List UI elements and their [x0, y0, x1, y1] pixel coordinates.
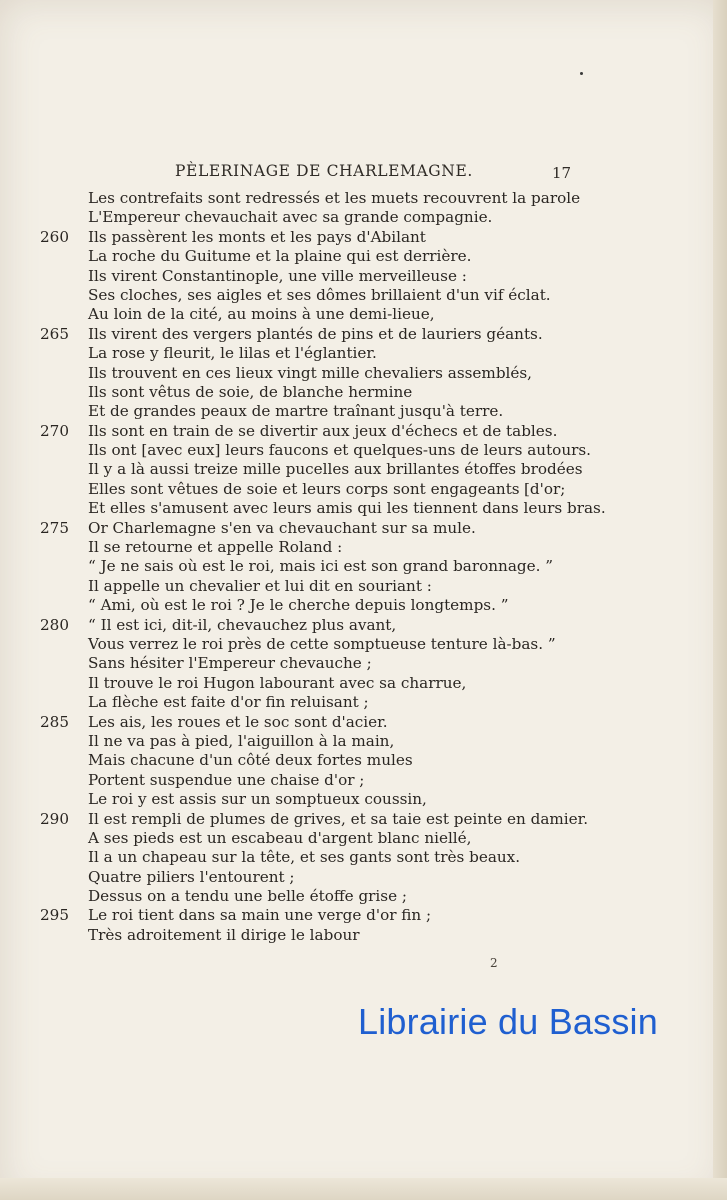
line-number: 260	[40, 227, 69, 246]
verse-line	[0, 364, 727, 383]
verse-text: Vous verrez le roi près de cette somptueuse tenture là-bas. ”	[88, 634, 556, 653]
verse-text: Le roi tient dans sa main une verge d'or fin ;	[88, 906, 432, 925]
verse-text: Ils ont [avec eux] leurs faucons et quelques-uns de leurs autours.	[88, 441, 591, 460]
verse-text: Les contrefaits sont redressés et les muets recouvrent la parole	[88, 189, 581, 207]
verse-text: Il y a là aussi treize mille pucelles aux brillantes étoffes brodées	[88, 460, 583, 479]
verse-text: “ Il est ici, dit-il, chevauchez plus avant,	[88, 615, 397, 634]
line-number: 290	[40, 809, 69, 828]
verse-text: Ils virent Constantinople, une ville merveilleuse :	[88, 266, 467, 285]
verse-text: Il se retourne et appelle Roland :	[88, 538, 343, 557]
line-number: 295	[40, 906, 69, 925]
verse-line	[0, 674, 727, 693]
verse-text: L'Empereur chevauchait avec sa grande compagnie.	[88, 208, 493, 227]
verse-text: Ils sont en train de se divertir aux jeux d'échecs et de tables.	[88, 421, 558, 440]
verse-line	[0, 926, 727, 945]
verse-line	[0, 402, 727, 421]
verse-text: Ils passèrent les monts et les pays d'Abilant	[88, 227, 426, 246]
verse-line	[0, 771, 727, 790]
verse-line	[0, 480, 727, 499]
verse-line	[0, 732, 727, 751]
verse-text: Ils trouvent en ces lieux vingt mille chevaliers assemblés,	[88, 363, 533, 382]
ink-speck	[580, 72, 583, 75]
verse-line	[0, 422, 727, 441]
line-number: 270	[40, 421, 69, 440]
verse-line	[0, 305, 727, 324]
verse-text: Il ne va pas à pied, l'aiguillon à la main,	[88, 731, 395, 750]
verse-text: Sans hésiter l'Empereur chevauche ;	[88, 654, 372, 673]
verse-line	[0, 538, 727, 557]
verse-line	[0, 460, 727, 479]
verse-text: Mais chacune d'un côté deux fortes mules	[88, 751, 413, 770]
verse-line	[0, 325, 727, 344]
verse-text: “ Je ne sais où est le roi, mais ici est son grand baronnage. ”	[88, 557, 554, 576]
verse-text: Et de grandes peaux de martre traînant jusqu'à terre.	[88, 402, 504, 421]
verse-line	[0, 519, 727, 538]
verse-line	[0, 751, 727, 770]
verse-text: Au loin de la cité, au moins à une demi-lieue,	[88, 305, 435, 324]
verse-line	[0, 228, 727, 247]
verse-text: Ses cloches, ses aigles et ses dômes brillaient d'un vif éclat.	[88, 285, 551, 304]
verse-text: Quatre piliers l'entourent ;	[88, 867, 295, 886]
verse-line	[0, 829, 727, 848]
verse-line	[0, 596, 727, 615]
verse-line	[0, 557, 727, 576]
verse-text: Très adroitement il dirige le labour	[88, 925, 360, 944]
verse-line	[0, 906, 727, 925]
verse-text: Le roi y est assis sur un somptueux coussin,	[88, 790, 427, 809]
verse-text: Portent suspendue une chaise d'or ;	[88, 770, 365, 789]
verse-line	[0, 286, 727, 305]
verse-line	[0, 344, 727, 363]
verse-text: Ils virent des vergers plantés de pins et de lauriers géants.	[88, 324, 543, 343]
verse-line	[0, 868, 727, 887]
verse-line	[0, 635, 727, 654]
verse-text: La rose y fleurit, le lilas et l'églantier.	[88, 344, 377, 363]
page-header	[0, 162, 727, 186]
verse-text: Ils sont vêtus de soie, de blanche hermine	[88, 382, 413, 401]
verse-text: Or Charlemagne s'en va chevauchant sur sa mule.	[88, 518, 476, 537]
verse-text: La flèche est faite d'or fin reluisant ;	[88, 693, 369, 712]
verse-line	[0, 616, 727, 635]
verse-line	[0, 790, 727, 809]
verse-text: Les ais, les roues et le soc sont d'acier.	[88, 712, 388, 731]
verse-line	[0, 887, 727, 906]
verse-line	[0, 499, 727, 518]
verse-text: “ Ami, où est le roi ? Je le cherche depuis longtemps. ”	[88, 596, 509, 615]
line-number: 265	[40, 324, 69, 343]
page-edge-bottom	[0, 1178, 727, 1200]
verse-text: A ses pieds est un escabeau d'argent blanc niellé,	[88, 828, 472, 847]
verse-line	[0, 577, 727, 596]
verse-line	[0, 267, 727, 286]
verse-text: La roche du Guitume et la plaine qui est derrière.	[88, 247, 472, 266]
verse-text: Il appelle un chevalier et lui dit en souriant :	[88, 576, 432, 595]
running-title: PÈLERINAGE DE CHARLEMAGNE.	[175, 162, 473, 180]
verse-line	[0, 247, 727, 266]
verse-overflow-text: [d'or;	[524, 479, 566, 498]
line-number: 280	[40, 615, 69, 634]
verse-line	[0, 848, 727, 867]
verse-line	[0, 713, 727, 732]
page-number: 17	[552, 164, 572, 182]
signature-mark: 2	[490, 956, 498, 970]
verse-line	[0, 189, 727, 208]
verse-text: Elles sont vêtues de soie et leurs corps sont engageants	[88, 479, 520, 498]
verse-line	[0, 654, 727, 673]
verse-text: Il est rempli de plumes de grives, et sa taie est peinte en damier.	[88, 809, 589, 828]
verse-text: Et elles s'amusent avec leurs amis qui les tiennent dans leurs bras.	[88, 499, 606, 518]
verse-line	[0, 383, 727, 402]
verse-line	[0, 810, 727, 829]
verse-text: Il a un chapeau sur la tête, et ses gants sont très beaux.	[88, 848, 521, 867]
watermark: Librairie du Bassin	[358, 1001, 658, 1042]
line-number: 285	[40, 712, 69, 731]
verse-text: Dessus on a tendu une belle étoffe grise ;	[88, 887, 408, 906]
verse-line	[0, 441, 727, 460]
verse-text: Il trouve le roi Hugon labourant avec sa charrue,	[88, 673, 467, 692]
line-number: 275	[40, 518, 69, 537]
verse-line	[0, 208, 727, 227]
verse-list	[0, 189, 727, 945]
verse-line	[0, 693, 727, 712]
